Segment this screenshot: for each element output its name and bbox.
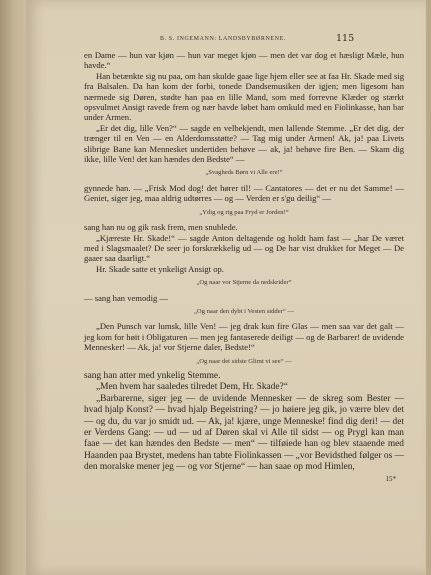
book-page	[26, 0, 426, 575]
running-title: B. S. INGEMANN: LANDSBYBØRNENE.	[160, 36, 286, 42]
paragraph: „Barbarerne, siger jeg — de uvidende Mennesker — de skreg som Bester — hvad hjalp Konst? — hvad hjalp Begeistring? — jo høiere jeg gik, jo værre blev det — og du, du var jo smidt ud. — Ak, ja! kjære, unge Menneske! find dig deri! — det er Verdens Gang: — ud — ud af Døren skal vi Alle til sidst — og Prygl kan man faae — det kan hændes den Bedste — men“ — tilføiede han og blev staaende med Haanden paa Brystet, medens han tabte Fiolinkassen — „vor Bevidsthed følger os — den moralske mener jeg — og vor Stjerne“ — han saae op mod Himlen,	[84, 393, 404, 473]
paragraph: Han betænkte sig nu paa, om han skulde gaae lige hjem eller see at faa Hr. Skade med sig fra Balsalen. Da han kom der forbi, tonede Dandsemusiken der igjen; men ligesom han nærmede sig Døren, stødte han paa en lille Mand, som med forrevne Klæder og stærkt opsvulmet Ansigt ravede frem og nær havde løbet ham omkuld med en Fiolinkasse, han bar under Armen.	[84, 70, 404, 123]
paragraph: gynnede han. — „Frisk Mod dog! det hører til! — Cantatores — det er nu det Samme! — Geniet, siger jeg, maa aldrig udtørres — og — Verden er s'gu deilig“ —	[84, 182, 404, 204]
paragraph: Hr. Skade satte et ynkeligt Ansigt op.	[96, 263, 224, 274]
page-body	[84, 50, 404, 484]
verse-line: „Svagheds Børn vi Alle ere!“	[205, 169, 283, 177]
page-number: 115	[336, 33, 355, 44]
verse-line: „Ydig og rig paa Fryd er Jorden!“	[199, 208, 289, 216]
paragraph: sang han atter med ynkelig Stemme.	[84, 370, 221, 381]
paragraph: „Men hvem har saaledes tilredet Dem, Hr. Skade?“	[96, 382, 288, 393]
verse-line: „Og naar det sidste Glimt vi see“ —	[196, 357, 292, 365]
paragraph: „Er det dig, lille Ven?“ — sagde en velbekjendt, men lallende Stemme. „Er det dig, der trænger til en Ven — en Alderdomsstøtte? — Tag mig under Armen! Ak, ja! paa Livets slibrige Bane kan Mennesket undertiden behøve — ak, ja! behøve fire Ben. — Skam dig ikke, lille Ven! det kan hændes den Bedste“ —	[84, 122, 404, 165]
verse-line: „Og naar vor Stjerne da nedskrider“	[196, 279, 292, 287]
signature-mark: 15*	[385, 474, 396, 483]
verse-line: „Og naar den dybt i Vesten sidder“ —	[193, 307, 295, 315]
paragraph: en Dame — hun var kjøn — hun var meget kjøn — men det var dog et hæsligt Mæle, hun havde.“	[84, 50, 404, 71]
paragraph: „Kjæreste Hr. Skade!“ — sagde Anton deltagende og holdt ham fast — „har De været med i Slagsmaalet? De seer jo forskrækkelig ud — og De har vist drukket for Meget — De gaaer saa daarligt.“	[84, 232, 404, 264]
paragraph: „Den Punsch var lumsk, lille Ven! — jeg drak kun fire Glas — men saa var det galt — jeg kom for høit i Obligaturen — men jeg fantaserede deiligt — og de Barbarer! de uvidende Mennesker! — Ak, ja! vor Stjerne daler, Bedste!“	[84, 321, 404, 353]
paragraph: — sang han vemodig —	[84, 292, 169, 303]
paragraph: sang han nu og gik rask frem, men snublede.	[84, 222, 238, 233]
